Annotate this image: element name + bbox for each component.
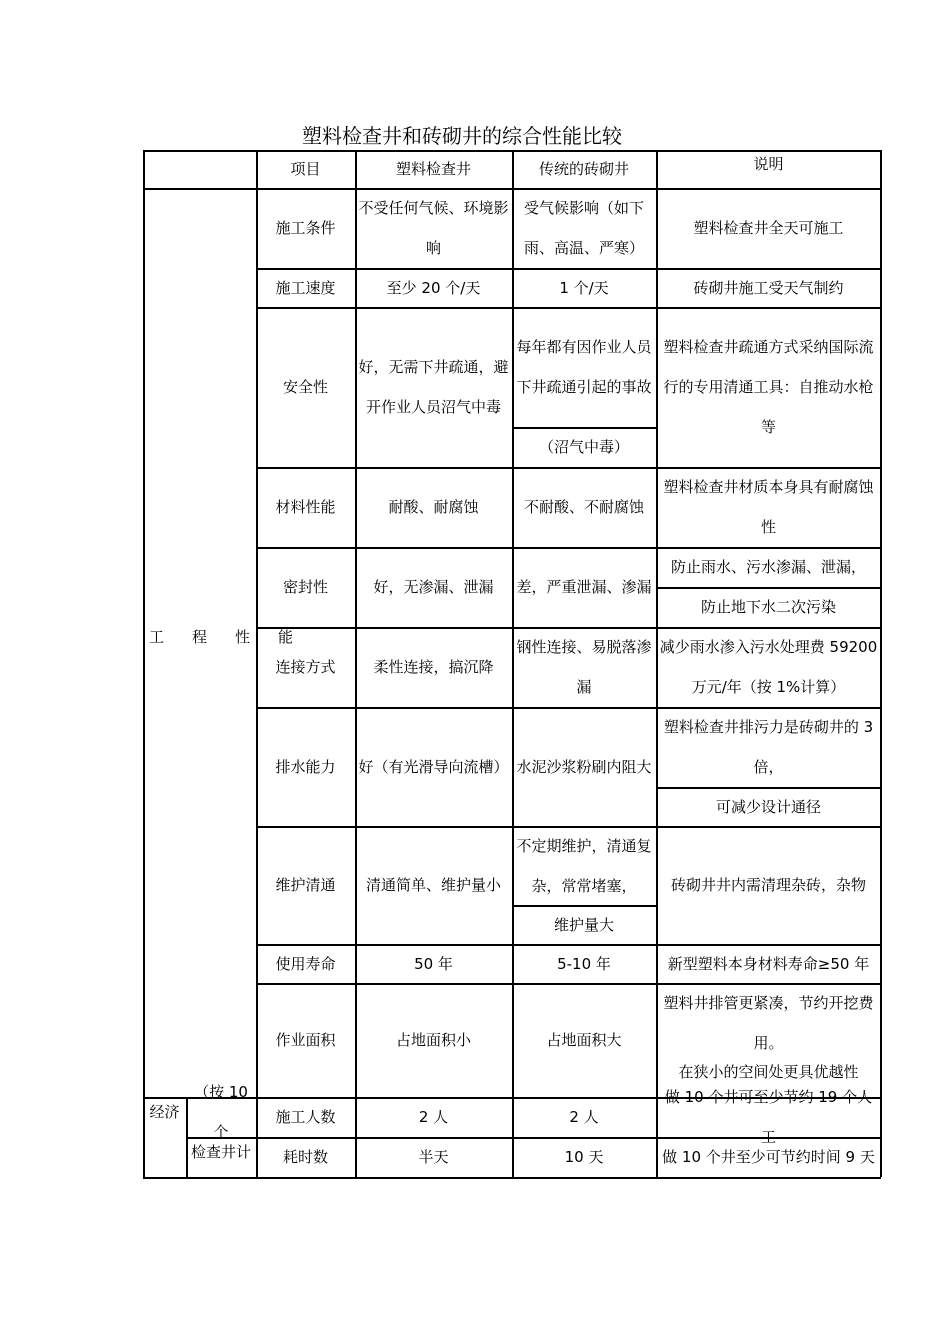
row-brick-extra: [512, 427, 656, 467]
row-note: [656, 707, 881, 787]
row-note-text: 新型塑料本身材料寿命≥50 年: [667, 954, 870, 973]
row-brick: [512, 307, 656, 427]
row-note-text: 做 10 个井至少可节约时间 9 天: [662, 1148, 875, 1166]
row-item-text: 维护清通: [275, 876, 336, 894]
row-brick-text: 2 人: [569, 1108, 599, 1126]
row-brick-text: 受气候影响（如下雨、高温、严寒）: [523, 199, 644, 257]
row-note: [656, 268, 881, 307]
header-plastic: [355, 150, 512, 188]
row-brick: [512, 547, 656, 627]
row-brick-text: 钢性连接、易脱落渗漏: [516, 638, 652, 696]
row-note: [656, 1137, 881, 1177]
row-brick-text: 5-10 年: [557, 954, 611, 973]
table-border: [143, 150, 145, 1177]
row-brick-text: 不定期维护，清通复杂，常常堵塞，: [516, 836, 652, 895]
row-item-text: 使用寿命: [275, 954, 336, 973]
header-plastic-text: 塑料检查井: [395, 160, 471, 178]
row-note: [656, 944, 881, 983]
row-plastic: [355, 826, 512, 944]
row-plastic-text: 半天: [418, 1148, 449, 1166]
category-economic-3-text: 检查井计: [190, 1143, 251, 1161]
row-plastic: [355, 1137, 512, 1177]
row-brick-text: 10 天: [564, 1148, 604, 1166]
category-engineering: [147, 612, 322, 662]
row-item-text: 作业面积: [275, 1031, 336, 1049]
row-plastic: [355, 467, 512, 547]
row-brick-text: 占地面积大: [546, 1031, 622, 1049]
row-plastic: [355, 547, 512, 627]
row-brick-text: 水泥沙浆粉刷内阻大: [516, 757, 652, 776]
category-economic-2-text: （按 10 个: [194, 1083, 248, 1141]
row-note: [656, 307, 881, 467]
row-note-text: 做 10 个井可至少节约 19 个人工: [664, 1088, 873, 1146]
row-item-text: 施工速度: [275, 278, 336, 297]
row-note-text: 塑料井排管更紧凑，节约开挖费用。: [663, 994, 874, 1052]
header-brick-text: 传统的砖砌井: [538, 160, 629, 178]
row-plastic-text: 2 人: [418, 1108, 449, 1126]
row-item-text: 施工人数: [275, 1108, 336, 1126]
row-brick-text: 每年都有因作业人员下井疏通引起的事故: [516, 338, 652, 396]
row-plastic-text: 至少 20 个/天: [386, 278, 481, 297]
row-note-text: 防止雨水、污水渗漏、泄漏，: [670, 558, 866, 576]
row-item: [256, 467, 355, 547]
row-item: [256, 188, 355, 268]
row-plastic-text: 好，无需下井疏通，避开作业人员沼气中毒: [358, 358, 509, 416]
row-note-extra: [656, 787, 881, 826]
header-note: [656, 150, 881, 178]
row-plastic: [355, 627, 512, 707]
row-item: [256, 547, 355, 627]
row-item: [256, 944, 355, 983]
row-note-text: 塑料检查井材质本身具有耐腐蚀性: [663, 478, 874, 536]
row-note: [656, 826, 881, 944]
row-brick: [512, 188, 656, 268]
row-note-text: 砖砌井井内需清理杂砖，杂物: [670, 876, 866, 894]
row-item-text: 耗时数: [282, 1148, 328, 1166]
row-item-text: 密封性: [282, 578, 328, 596]
row-plastic: [355, 944, 512, 983]
row-brick: [512, 268, 656, 307]
row-plastic: [355, 983, 512, 1097]
row-brick-extra-text: 维护量大: [553, 915, 614, 934]
row-item: [256, 1097, 355, 1137]
category-economic-3: [186, 1137, 256, 1167]
row-plastic-text: 耐酸、耐腐蚀: [388, 498, 479, 516]
table-border: [143, 1177, 186, 1179]
row-item-text: 安全性: [282, 378, 328, 396]
row-note-text: 砖砌井施工受天气制约: [693, 278, 844, 297]
row-brick-extra-text: （沼气中毒）: [538, 438, 629, 456]
row-item: [256, 627, 355, 707]
category-economic-1: [143, 1097, 186, 1127]
row-plastic: [355, 188, 512, 268]
header-brick: [512, 150, 656, 188]
row-brick: [512, 826, 656, 905]
row-plastic: [355, 707, 512, 826]
row-item: [256, 707, 355, 826]
row-note-extra-text: 防止地下水二次污染: [700, 598, 836, 616]
header-item: [256, 150, 355, 188]
row-item-text: 施工条件: [275, 219, 336, 237]
row-note-extra: [656, 587, 881, 627]
row-note-text: 塑料检查井全天可施工: [693, 219, 844, 237]
row-item: [256, 826, 355, 944]
row-plastic: [355, 307, 512, 467]
row-plastic-text: 柔性连接，搞沉降: [373, 658, 494, 676]
row-brick-extra: [512, 905, 656, 944]
row-brick-text: 1 个/天: [559, 278, 609, 297]
row-plastic-text: 好，无渗漏、泄漏: [373, 578, 494, 596]
row-brick: [512, 1097, 656, 1137]
row-note: [656, 467, 881, 547]
row-brick: [512, 467, 656, 547]
row-item-text: 材料性能: [275, 498, 336, 516]
row-note-extra-text: 可减少设计通径: [715, 797, 821, 816]
row-brick-text: 差，严重泄漏、渗漏: [516, 578, 652, 596]
row-brick-text: 不耐酸、不耐腐蚀: [523, 498, 644, 516]
category-engineering-text: 工程性能: [149, 628, 322, 646]
row-note: [656, 188, 881, 268]
row-item: [256, 1137, 355, 1177]
row-plastic-text: 50 年: [414, 954, 453, 973]
table-border: [186, 1177, 881, 1179]
category-economic-2: [186, 1083, 256, 1141]
row-item: [256, 268, 355, 307]
row-plastic: [355, 1097, 512, 1137]
row-item: [256, 307, 355, 467]
row-note: [656, 627, 881, 707]
row-plastic-text: 不受任何气候、环境影响: [358, 199, 509, 257]
row-brick: [512, 1137, 656, 1177]
row-brick: [512, 944, 656, 983]
row-item: [256, 983, 355, 1097]
document-title: 塑料检查井和砖砌井的综合性能比较: [302, 124, 622, 148]
row-item-text: 连接方式: [275, 658, 336, 676]
category-economic-1-text: 经济: [149, 1103, 180, 1121]
row-note: [656, 983, 881, 1063]
header-note-text: 说明: [753, 155, 784, 173]
row-item-text: 排水能力: [275, 757, 336, 776]
row-note: [656, 547, 881, 587]
row-brick: [512, 707, 656, 826]
row-note-text: 减少雨水渗入污水处理费 59200 万元/年（按 1%计算）: [659, 638, 878, 696]
row-plastic: [355, 268, 512, 307]
row-plastic-text: 清通简单、维护量小: [365, 876, 501, 894]
row-note-text: 塑料检查井疏通方式采纳国际流行的专用清通工具：自推动水枪等: [663, 338, 874, 436]
row-brick: [512, 983, 656, 1097]
row-note-extra-text: 在狭小的空间处更具优越性: [678, 1063, 859, 1081]
header-item-text: 项目: [290, 160, 321, 178]
row-plastic-text: 好（有光滑导向流槽）: [358, 757, 509, 776]
row-plastic-text: 占地面积小: [395, 1031, 471, 1049]
row-brick: [512, 627, 656, 707]
row-note: [656, 1088, 881, 1146]
row-note-text: 塑料检查井排污力是砖砌井的 3 倍，: [663, 718, 874, 776]
